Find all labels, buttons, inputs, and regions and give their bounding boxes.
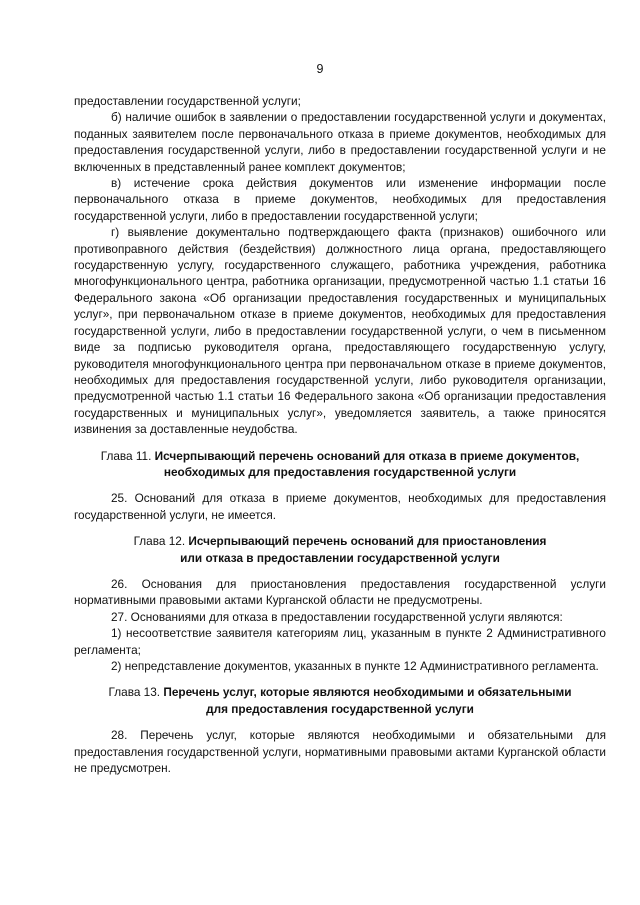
chapter-13-prefix: Глава 13. bbox=[108, 685, 164, 700]
paragraph: 27. Основаниями для отказа в предоставлении государственной услуги являются: bbox=[111, 609, 563, 624]
chapter-13-title-line2: для предоставления государственной услуги bbox=[206, 701, 474, 716]
paragraph: 2) непредставление документов, указанных в пункте 12 Административного регламента. bbox=[111, 659, 599, 673]
paragraph-group-1 bbox=[74, 93, 606, 438]
page-content bbox=[74, 93, 606, 776]
paragraph: предоставлении государственной услуги; bbox=[74, 94, 301, 108]
paragraph: б) наличие ошибок в заявлении о предоставлении государственной услуги и документах, поданных заявителем после первоначального отказа в приеме документов, необходимых для предоставления государственной услуги, либо в предоставлении государственной услуги и не включенных в представленный ранее комплект документов; bbox=[74, 110, 606, 174]
paragraph-group-3 bbox=[74, 576, 606, 674]
chapter-13-heading bbox=[74, 684, 606, 717]
chapter-11-title-line2: необходимых для предоставления государственной услуги bbox=[163, 464, 517, 479]
chapter-12-prefix: Глава 12. bbox=[133, 534, 189, 549]
paragraph: 25. Оснований для отказа в приеме документов, необходимых для предоставления государственной услуги, не имеется. bbox=[74, 491, 606, 522]
chapter-12-title-line2: или отказа в предоставлении государственной услуги bbox=[180, 550, 500, 565]
chapter-12-heading bbox=[74, 533, 606, 566]
chapter-13-title-line1: Перечень услуг, которые являются необходимыми и обязательными bbox=[163, 685, 572, 700]
paragraph: 26. Основания для приостановления предоставления государственной услуги нормативными правовыми актами Курганской области не предусмотрены. bbox=[74, 576, 606, 608]
chapter-12-title-line1: Исчерпывающий перечень оснований для приостановления bbox=[188, 534, 547, 549]
paragraph: 28. Перечень услуг, которые являются необходимыми и обязательными для предоставления государственной услуги, нормативными правовыми актами Курганской области не предусмотрен. bbox=[74, 728, 606, 776]
chapter-11-heading bbox=[74, 448, 606, 481]
paragraph: в) истечение срока действия документов или изменение информации после первоначального отказа в приеме документов, необходимых для предоставления государственной услуги, либо в предоставлении государственной услуги; bbox=[74, 176, 606, 223]
paragraph: 1) несоответствие заявителя категориям лиц, указанным в пункте 2 Административного регламента; bbox=[74, 626, 606, 657]
paragraph-group-2 bbox=[74, 490, 606, 523]
paragraph: г) выявление документально подтверждающего факта (признаков) ошибочного или противоправного действия (бездействия) должностного лица органа, предоставляющего государственную услугу, государственного служащего, работника учреждения, работника многофункционального центра, работника организации, предусмотренной частью 1.1 статьи 16 Федерального закона «Об организации предоставления государственных и муниципальных услуг», при первоначальном отказе в приеме документов, необходимых для предоставления государственной услуги, либо в предоставлении государственной услуги, о чем в письменном виде за подписью руководителя органа, предоставляющего государственную услугу, руководителя многофункционального центра при первоначальном отказе в приеме документов, необходимых для предоставления государственной услуги, либо руководителя организации, предусмотренной частью 1.1 статьи 16 Федерального закона «Об организации предоставления государственных и муниципальных услуг», уведомляется заявитель, а также приносятся извинения за доставленные неудобства. bbox=[74, 225, 606, 437]
page-number: 9 bbox=[316, 62, 324, 76]
chapter-11-prefix: Глава 11. bbox=[100, 448, 155, 463]
paragraph-group-4 bbox=[74, 727, 606, 776]
chapter-11-title-line1: Исчерпывающий перечень оснований для отказа в приеме документов, bbox=[154, 448, 580, 463]
